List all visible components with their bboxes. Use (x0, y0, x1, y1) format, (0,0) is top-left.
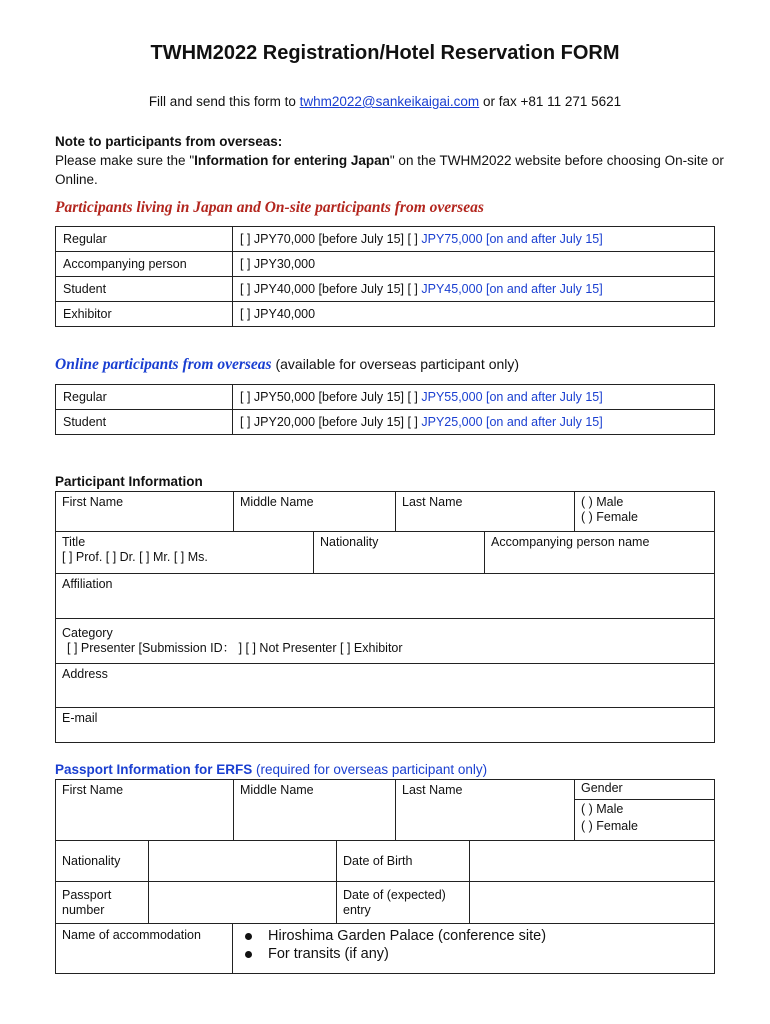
nationality-field[interactable] (313, 532, 484, 573)
passport-middle-name-label: Middle Name (240, 783, 314, 797)
male-option[interactable]: ( ) Male (581, 802, 624, 816)
female-option[interactable]: ( ) Female (581, 510, 638, 524)
affiliation-row (56, 573, 714, 618)
accompanying-label: Accompanying person name (491, 535, 650, 549)
fee-early: [ ] JPY50,000 [before July 15] [ ] (240, 390, 422, 404)
last-name-field[interactable] (395, 492, 574, 531)
email-link[interactable]: twhm2022@sankeikaigai.com (299, 94, 480, 109)
passport-gender-field[interactable] (574, 780, 714, 840)
passport-middle-name-field[interactable] (233, 780, 395, 840)
name-row (56, 492, 714, 531)
note-prefix: Please make sure the " (55, 153, 195, 168)
online-heading-note: (available for overseas participant only) (271, 356, 520, 372)
intro-line (0, 94, 770, 109)
title-field[interactable] (56, 532, 313, 573)
passport-nationality-input[interactable] (148, 841, 336, 881)
fee-options[interactable] (233, 277, 715, 302)
category-row (56, 618, 714, 663)
table-row (56, 410, 715, 435)
onsite-fee-table (55, 226, 715, 327)
passport-number-row (56, 881, 714, 923)
list-item[interactable] (239, 927, 708, 945)
passport-grid (55, 779, 715, 974)
passport-heading-text: Passport Information for ERFS (55, 762, 253, 777)
fee-options[interactable] (233, 385, 715, 410)
bullet-icon (245, 933, 252, 940)
first-name-label: First Name (62, 495, 124, 509)
accommodation-option: For transits (if any) (268, 945, 389, 962)
accommodation-label: Name of accommodation (62, 928, 201, 942)
table-row (56, 227, 715, 252)
list-item[interactable] (239, 945, 708, 963)
table-row (56, 302, 715, 327)
participant-heading: Participant Information (55, 474, 203, 489)
overseas-note (55, 132, 735, 189)
fee-category: Regular (56, 227, 233, 252)
accommodation-options (232, 924, 714, 973)
nationality-row (56, 840, 714, 881)
intro-suffix: or fax +81 11 271 5621 (479, 94, 622, 109)
passport-last-name-field[interactable] (395, 780, 574, 840)
passport-number-label: Passport number (62, 887, 112, 917)
table-row (56, 252, 715, 277)
email-label: E-mail (62, 711, 98, 725)
passport-first-name-field[interactable] (56, 780, 233, 840)
fee-options[interactable] (233, 252, 715, 277)
accommodation-option: Hiroshima Garden Palace (conference site) (268, 927, 547, 944)
last-name-label: Last Name (402, 495, 463, 509)
fee-late: JPY25,000 [on and after July 15] (421, 415, 603, 429)
note-suffix: " on the TWHM2022 website before choosing On-site or Online. (55, 153, 724, 187)
fee-category: Student (56, 410, 233, 435)
accommodation-row (56, 923, 714, 973)
category-field[interactable] (56, 619, 714, 663)
page-title: TWHM2022 Registration/Hotel Reservation FORM (150, 42, 620, 64)
fee-early: [ ] JPY40,000 (240, 307, 316, 321)
address-row (56, 663, 714, 707)
passport-first-name-label: First Name (62, 783, 124, 797)
online-heading (55, 356, 519, 374)
table-row (56, 277, 715, 302)
fee-early: [ ] JPY40,000 [before July 15] [ ] (240, 282, 422, 296)
fee-late: JPY45,000 [on and after July 15] (421, 282, 603, 296)
note-heading: Note to participants from overseas: (55, 134, 283, 149)
fee-category: Accompanying person (56, 252, 233, 277)
female-option[interactable]: ( ) Female (581, 819, 638, 833)
table-row (56, 385, 715, 410)
entry-date-input[interactable] (469, 882, 714, 923)
dob-input[interactable] (469, 841, 714, 881)
category-label: Category (62, 626, 113, 640)
title-options[interactable]: [ ] Prof. [ ] Dr. [ ] Mr. [ ] Ms. (62, 550, 208, 564)
title-row (56, 531, 714, 573)
email-row (56, 707, 714, 742)
fee-early: [ ] JPY70,000 [before July 15] [ ] (240, 232, 422, 246)
category-options[interactable]: [ ] Presenter [Submission ID： ] [ ] Not Presenter [ ] Exhibitor (67, 641, 403, 655)
accommodation-list (239, 927, 708, 963)
passport-heading-note: (required for overseas participant only) (252, 762, 488, 777)
fee-category: Regular (56, 385, 233, 410)
email-field[interactable] (56, 708, 714, 742)
fee-options[interactable] (233, 302, 715, 327)
affiliation-label: Affiliation (62, 577, 113, 591)
address-label: Address (62, 667, 108, 681)
bullet-icon (245, 951, 252, 958)
passport-name-row (56, 780, 714, 840)
fee-late: JPY75,000 [on and after July 15] (421, 232, 603, 246)
gender-label: Gender (575, 780, 714, 800)
dob-label: Date of Birth (336, 841, 469, 881)
affiliation-field[interactable] (56, 574, 714, 618)
fee-category: Exhibitor (56, 302, 233, 327)
onsite-heading: Participants living in Japan and On-site participants from overseas (55, 199, 484, 216)
nationality-label: Nationality (320, 535, 379, 549)
first-name-field[interactable] (56, 492, 233, 531)
participant-grid (55, 491, 715, 743)
passport-number-input[interactable] (148, 882, 336, 923)
note-text (55, 151, 735, 189)
accompanying-field[interactable] (484, 532, 714, 573)
middle-name-field[interactable] (233, 492, 395, 531)
address-field[interactable] (56, 664, 714, 707)
note-bold: Information for entering Japan (194, 153, 390, 168)
fee-options[interactable] (233, 227, 715, 252)
fee-late: JPY55,000 [on and after July 15] (421, 390, 603, 404)
gender-field[interactable] (574, 492, 714, 531)
passport-last-name-label: Last Name (402, 783, 463, 797)
fee-early: [ ] JPY20,000 [before July 15] [ ] (240, 415, 422, 429)
male-option[interactable]: ( ) Male (581, 495, 624, 509)
fee-early: [ ] JPY30,000 (240, 257, 316, 271)
fee-category: Student (56, 277, 233, 302)
passport-heading (55, 762, 487, 777)
fee-options[interactable] (233, 410, 715, 435)
online-fee-table (55, 384, 715, 435)
title-label: Title (62, 535, 86, 549)
passport-nationality-label: Nationality (62, 853, 121, 868)
intro-prefix: Fill and send this form to (148, 94, 300, 109)
entry-date-label: Date of (expected) entry (336, 882, 469, 923)
online-heading-text: Online participants from overseas (55, 356, 272, 373)
middle-name-label: Middle Name (240, 495, 314, 509)
